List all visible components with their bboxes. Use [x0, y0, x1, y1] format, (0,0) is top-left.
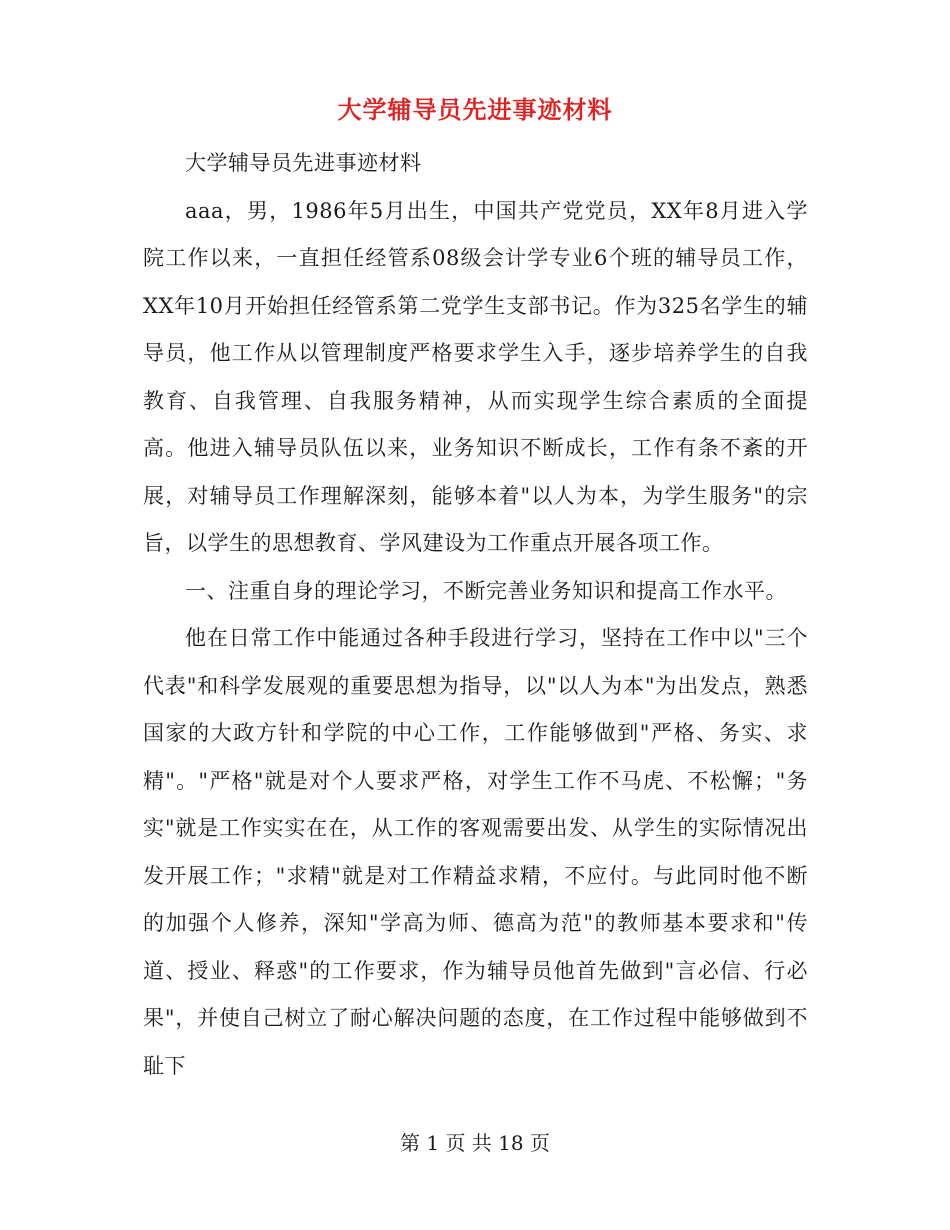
document-body [143, 140, 808, 1090]
paragraph-section-heading: 一、注重自身的理论学习，不断完善业务知识和提高工作水平。 [185, 578, 787, 603]
paragraph-intro: aaa，男，1986年5月出生，中国共产党党员，XX年8月进入学院工作以来，一直担任经管系08级会计学专业6个班的辅导员工作，XX年10月开始担任经管系第二党学生支部书记。作为325名学生的辅导员，他工作从以管理制度严格要求学生入手，逐步培养学生的自我教育、自我管理、自我服务精神，从而实现学生综合素质的全面提高。他进入辅导员队伍以来，业务知识不断成长，工作有条不紊的开展，对辅导员工作理解深刻，能够本着"以人为本，为学生服务"的宗旨，以学生的思想教育、学风建设为工作重点开展各项工作。 [143, 198, 808, 555]
paragraph-section-body: 他在日常工作中能通过各种手段进行学习，坚持在工作中以"三个代表"和科学发展观的重要思想为指导，以"以人为本"为出发点，熟悉国家的大政方针和学院的中心工作，工作能够做到"严格、务实、求精"。"严格"就是对个人要求严格，对学生工作不马虎、不松懈；"务实"就是工作实实在在，从工作的客观需要出发、从学生的实际情况出发开展工作；"求精"就是对工作精益求精，不应付。与此同时他不断的加强个人修养，深知"学高为师、德高为范"的教师基本要求和"传道、授业、释惑"的工作要求，作为辅导员他首先做到"言必信、行必果"，并使自己树立了耐心解决问题的态度，在工作过程中能够做到不耻下 [143, 626, 808, 1078]
paragraph-subtitle: 大学辅导员先进事迹材料 [185, 151, 422, 175]
document-title: 大学辅导员先进事迹材料 [337, 95, 613, 124]
page-number-label: 第 1 页 共 18 页 [400, 1131, 550, 1155]
page-footer [0, 1127, 950, 1156]
